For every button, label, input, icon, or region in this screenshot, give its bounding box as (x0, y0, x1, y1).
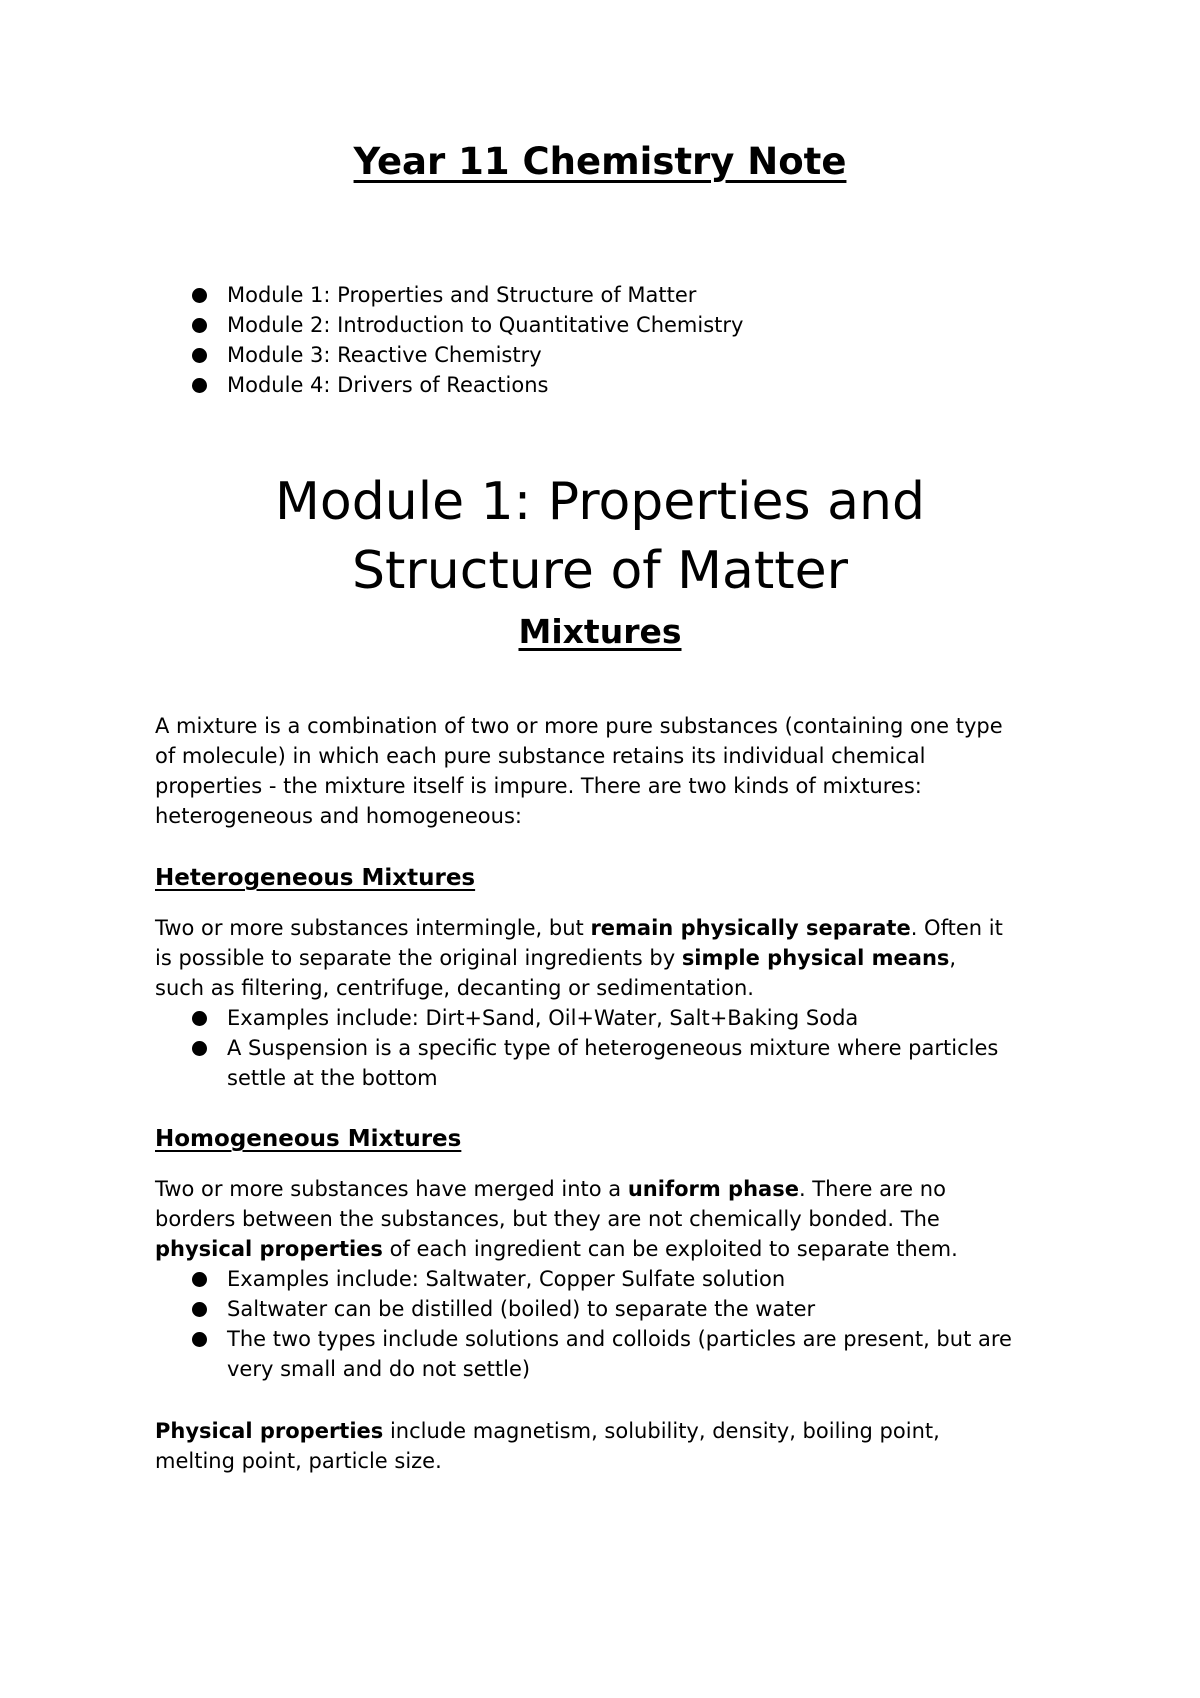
bullet-icon (192, 1332, 207, 1347)
intro-line-3: properties - the mixture itself is impure. There are two kinds of mixtures: (155, 774, 922, 798)
heterogeneous-line-2: is possible to separate the original ingredients by simple physical means, (155, 946, 957, 970)
heterogeneous-line-1: Two or more substances intermingle, but remain physically separate. Often it (155, 916, 1003, 940)
bullet-icon (192, 348, 207, 363)
physical-properties-line-1: Physical properties include magnetism, solubility, density, boiling point, (155, 1419, 940, 1443)
document-title: Year 11 Chemistry Note (353, 140, 847, 183)
list-item: Examples include: Dirt+Sand, Oil+Water, Salt+Baking Soda (155, 1003, 1055, 1033)
module-list (155, 280, 1055, 400)
list-item (155, 310, 1055, 340)
physical-properties-line-2: melting point, particle size. (155, 1449, 442, 1473)
module-heading-line-1: Module 1: Properties and (275, 472, 925, 532)
bold-term: remain physically separate (590, 916, 911, 940)
module-list-item-4: Module 4: Drivers of Reactions (227, 373, 549, 397)
list-item (155, 280, 1055, 310)
bullet-icon (192, 1041, 207, 1056)
intro-line-2: of molecule) in which each pure substance retains its individual chemical (155, 744, 926, 768)
bullet-icon (192, 318, 207, 333)
list-item: A Suspension is a specific type of heterogeneous mixture where particles settle at the bottom (155, 1033, 1055, 1093)
list-item (155, 370, 1055, 400)
module-list-item-3: Module 3: Reactive Chemistry (227, 343, 542, 367)
list-item: Saltwater can be distilled (boiled) to separate the water (155, 1294, 1055, 1324)
bullet-icon (192, 1272, 207, 1287)
intro-line-1: A mixture is a combination of two or more pure substances (containing one type (155, 714, 1003, 738)
bold-term: uniform phase (627, 1177, 799, 1201)
heterogeneous-bullets (155, 1003, 1055, 1093)
bullet-icon (192, 1011, 207, 1026)
homogeneous-section (155, 1124, 1055, 1384)
physical-properties-paragraph (155, 1416, 1055, 1476)
list-item (155, 340, 1055, 370)
bullet-icon (192, 378, 207, 393)
intro-paragraph (155, 711, 1055, 831)
module-list-item-1: Module 1: Properties and Structure of Matter (227, 283, 697, 307)
heterogeneous-line-3: such as filtering, centrifuge, decanting or sedimentation. (155, 976, 754, 1000)
list-item: The two types include solutions and colloids (particles are present, but are very small and do not settle) (155, 1324, 1055, 1384)
heterogeneous-section (155, 863, 1055, 1093)
module-list-item-2: Module 2: Introduction to Quantitative Chemistry (227, 313, 744, 337)
module-heading (0, 468, 1200, 606)
module-heading-line-2: Structure of Matter (352, 541, 848, 601)
homogeneous-line-3: physical properties of each ingredient can be exploited to separate them. (155, 1237, 958, 1261)
bold-term: Physical properties (155, 1419, 384, 1443)
bold-term: physical properties (155, 1237, 383, 1261)
homogeneous-heading: Homogeneous Mixtures (155, 1126, 462, 1152)
homogeneous-line-1: Two or more substances have merged into a uniform phase. There are no (155, 1177, 946, 1201)
bullet-icon (192, 288, 207, 303)
bullet-icon (192, 1302, 207, 1317)
intro-line-4: heterogeneous and homogeneous: (155, 804, 522, 828)
homogeneous-bullets (155, 1264, 1055, 1384)
list-item: Examples include: Saltwater, Copper Sulfate solution (155, 1264, 1055, 1294)
bold-term: simple physical means (681, 946, 950, 970)
section-heading-mixtures: Mixtures (518, 612, 682, 651)
homogeneous-line-2: borders between the substances, but they are not chemically bonded. The (155, 1207, 940, 1231)
heterogeneous-heading: Heterogeneous Mixtures (155, 865, 476, 891)
